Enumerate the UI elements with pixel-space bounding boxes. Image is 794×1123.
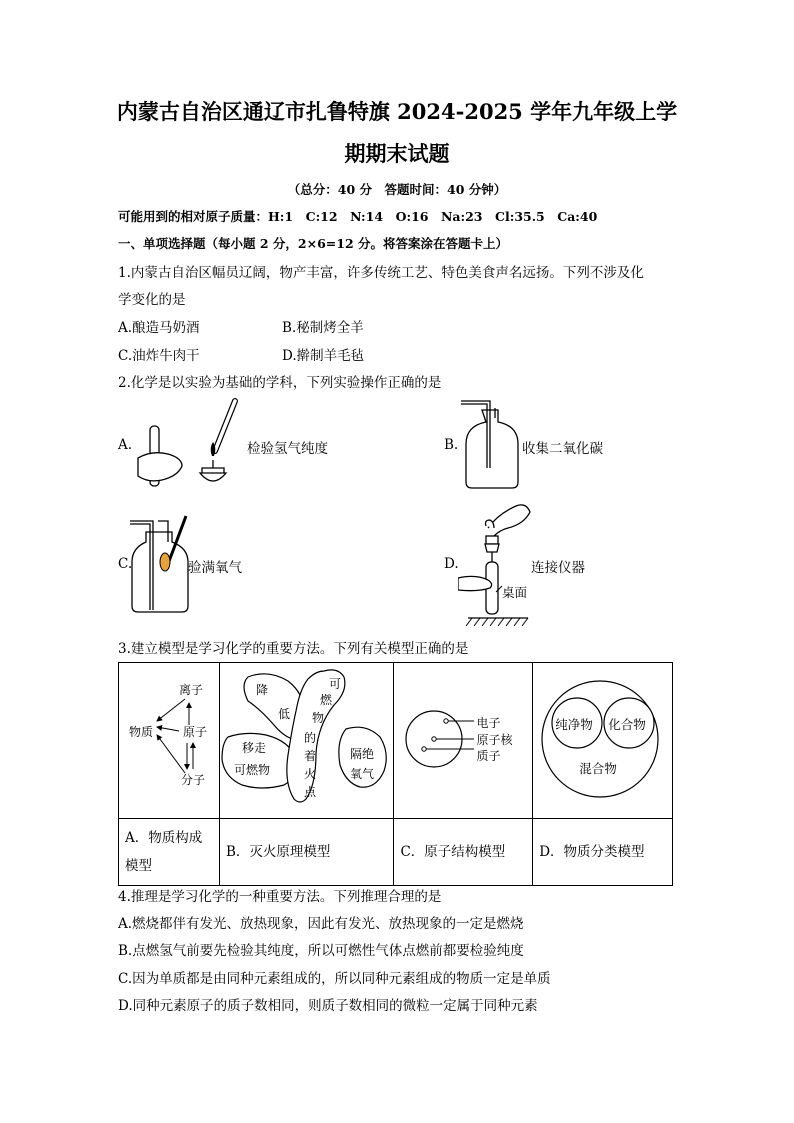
fire-extinguishing-model — [220, 663, 393, 818]
model-c-nucleus: 原子核 — [476, 733, 513, 747]
q2-option-d-letter: D. — [444, 556, 459, 572]
model-c-figure-cell — [394, 663, 533, 819]
model-d-pure: 纯净物 — [555, 717, 593, 732]
model-b-remove-1: 移走 — [242, 741, 267, 755]
model-d-compound: 化合物 — [608, 717, 646, 732]
q2-option-b-caption: 收集二氧化碳 — [522, 441, 603, 457]
model-b-remove-2: 可燃物 — [234, 763, 271, 777]
q4-option-d: D.同种元素原子的质子数相同，则质子数相同的微粒一定属于同种元素 — [118, 998, 538, 1014]
model-a-label-line1: A．物质构成 — [125, 830, 203, 846]
q4-option-c: C.因为单质都是由同种元素组成的，所以同种元素组成的物质一定是单质 — [118, 971, 551, 987]
model-b-mid-1: 可 — [329, 677, 342, 691]
model-c-label: C．原子结构模型 — [394, 819, 533, 886]
hydrogen-purity-test-illustration — [130, 396, 250, 496]
q1-stem-line2: 学变化的是 — [118, 292, 186, 308]
model-b-lower-2: 低 — [278, 707, 291, 721]
model-b-mid-2: 燃 — [320, 693, 333, 707]
model-c-electron: 电子 — [476, 716, 501, 730]
q4-option-b: B.点燃氢气前要先检验其纯度，所以可燃性气体点燃前都要检验纯度 — [118, 943, 524, 959]
model-b-mid-4: 的 — [304, 731, 317, 745]
q2-stem: 2.化学是以实验为基础的学科，下列实验操作正确的是 — [118, 375, 442, 391]
atomic-masses: 可能用到的相对原子质量：H:1 C:12 N:14 O:16 Na:23 Cl:35.5 Ca:40 — [118, 209, 598, 224]
models-table — [118, 662, 673, 886]
model-a-ion: 离子 — [179, 683, 204, 697]
q2-option-c-letter: C. — [118, 556, 133, 572]
connecting-apparatus-illustration — [458, 500, 538, 628]
model-b-mid-6: 火 — [304, 767, 317, 781]
q1-option-d: D.擀制羊毛毡 — [282, 348, 365, 364]
exam-title-line1: 内蒙古自治区通辽市扎鲁特旗 2024-2025 学年九年级上学 — [116, 99, 678, 124]
q2-option-c-caption: 验满氧气 — [188, 560, 242, 576]
q4-stem: 4.推理是学习化学的一种重要方法。下列推理合理的是 — [118, 889, 442, 905]
model-b-mid-7: 点 — [304, 785, 317, 799]
matter-classification-model — [533, 663, 672, 818]
q2-option-a-caption: 检验氢气纯度 — [247, 441, 328, 457]
model-b-figure-cell — [220, 663, 394, 819]
model-a-figure-cell — [119, 663, 220, 819]
model-a-label — [119, 819, 220, 886]
model-d-label: D．物质分类模型 — [533, 819, 673, 886]
exam-meta: （总分：40 分 答题时间：40 分钟） — [287, 182, 507, 197]
model-a-matter: 物质 — [129, 725, 154, 739]
model-b-label: B．灭火原理模型 — [220, 819, 394, 886]
model-b-isolate-2: 氧气 — [350, 767, 375, 781]
atom-structure-model — [394, 663, 532, 818]
matter-classification-diagram — [533, 663, 669, 818]
model-a-label-line2: 模型 — [125, 858, 152, 874]
section-heading: 一、单项选择题（每小题 2 分，2×6=12 分。将答案涂在答题卡上） — [118, 236, 508, 251]
q2-option-d-desk-label: 桌面 — [502, 585, 528, 600]
model-b-mid-3: 物 — [312, 711, 325, 725]
q2-option-d-caption: 连接仪器 — [531, 560, 585, 576]
exam-title-line2: 期期末试题 — [344, 141, 450, 166]
q2-option-a-letter: A. — [118, 437, 133, 453]
matter-composition-model — [119, 663, 219, 818]
model-c-proton: 质子 — [476, 749, 501, 763]
q4-option-a: A.燃烧都伴有发光、放热现象，因此有发光、放热现象的一定是燃烧 — [118, 916, 524, 932]
q1-option-a: A.酿造马奶酒 — [118, 320, 200, 336]
q2-option-b-letter: B. — [444, 437, 459, 453]
model-a-molecule: 分子 — [181, 773, 206, 787]
q1-option-b: B.秘制烤全羊 — [282, 320, 364, 336]
q3-stem: 3.建立模型是学习化学的重要方法。下列有关模型正确的是 — [118, 641, 469, 657]
q1-option-c: C.油炸牛肉干 — [118, 348, 200, 364]
q1-stem-line1: 1.内蒙古自治区幅员辽阔，物产丰富，许多传统工艺、特色美食声名远扬。下列不涉及化 — [118, 265, 644, 281]
gas-collection-bottle-illustration — [455, 396, 525, 491]
model-b-lower-1: 降 — [256, 683, 269, 697]
model-a-atom: 原子 — [183, 725, 208, 739]
model-d-mixture: 混合物 — [579, 761, 617, 776]
model-b-mid-5: 着 — [304, 749, 317, 763]
model-b-isolate-1: 隔绝 — [350, 747, 375, 761]
model-d-figure-cell — [533, 663, 673, 819]
